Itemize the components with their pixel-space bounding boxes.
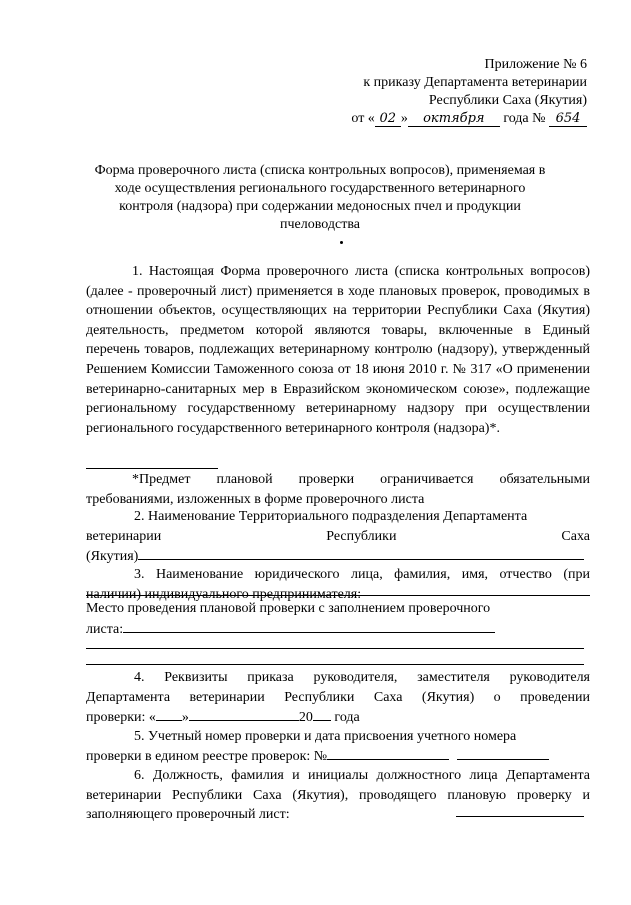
section-3: 3. Наименование юридического лица, фамилия, имя, отчество (при [134,567,590,582]
footnote: *Предмет плановой проверки ограничивается обязательными требованиями, изложенных в форме проверочного листа [86,472,590,507]
title-line-2: ходе осуществления регионального государственного ветеринарного [114,181,526,196]
place-label: Место проведения плановой проверки с заполнением проверочного [86,601,491,616]
order-year-field[interactable] [313,707,331,721]
order-century: 20 [298,710,313,725]
title-line-3: контроля (надзора) при содержании медоносных пчел и продукции [119,199,521,214]
section-1: 1. Настоящая Форма проверочного листа (списка контрольных вопросов) (далее - проверочный лист) применяется в ходе плановых проверок, проводимых в отношении объектов, осуществляющих на территории Республики Саха (Якутия) деятельность, предметом которой являются товары, включенные в Единый перечень товаров, подлежащих ветеринарному контролю (надзору), утвержденный Решением Комиссии Таможенного союза от 18 июня 2010 г. № 317 «О применении ветеринарно-санитарных мер в Евразийском экономическом союзе», подлежащие региональному государственному ветеринарному надзору при осуществлении регионального государственного ветеринарного контроля (надзора)*. [86,264,590,436]
date-prefix: от « [351,111,375,126]
territorial-unit-field[interactable] [138,546,584,560]
registry-number-field[interactable] [327,746,449,760]
inspector-field[interactable] [456,816,584,817]
title-line-1: Форма проверочного листа (списка контрольных вопросов), применяемая в [94,163,546,178]
place-field-line-2[interactable] [86,648,584,649]
order-day-field[interactable] [156,707,182,721]
section-2-line-2 [86,527,590,547]
word-veterinary: ветеринарии [86,529,162,544]
place-line-2 [86,619,590,640]
section-5-line-1: 5. Учетный номер проверки и дата присвоения учетного номера [134,729,517,744]
stray-dot [340,241,343,244]
section-6: 6. Должность, фамилия и инициалы должностного лица Департамента ветеринарии Республики Саха (Якутия), проводящего плановую проверку и заполняющего проверочный лист: [86,768,590,823]
annex-number: Приложение № 6 [484,57,587,72]
order-date-line [351,110,587,128]
order-date-prefix: проверки: « [86,710,156,725]
day-close-quote: » [400,111,408,126]
annex-header [351,56,587,128]
order-month-field[interactable] [189,707,299,721]
word-yakutia: (Якутия) [86,549,139,564]
section-4: 4. Реквизиты приказа руководителя, заместителя руководителя Департамента ветеринарии Республики Саха (Якутия) о проведении [86,670,590,705]
title-line-4: пчеловодства [280,217,360,232]
year-label: года № [503,111,546,126]
section-5-line-2 [86,746,590,767]
handwritten-month: октября [408,112,500,127]
handwritten-number: 654 [549,112,587,127]
section-2-line-3 [86,546,590,567]
order-reference: к приказу Департамента ветеринарии [363,75,587,90]
handwritten-day: 02 [375,112,401,127]
place-field[interactable] [123,619,495,633]
order-quote-close: » [181,710,189,725]
form-title [70,162,570,234]
registry-date-field[interactable] [457,746,549,760]
footnote-separator [86,468,218,469]
place-line-1 [86,599,590,619]
place-field-line-3[interactable] [86,664,584,665]
place-label-end: листа: [86,622,124,637]
word-sakha: Саха [561,529,590,544]
order-year-suffix: года [330,710,360,725]
legal-entity-field[interactable] [86,595,590,596]
word-republic: Республики [326,529,397,544]
registry-label: проверки в едином реестре проверок: № [86,749,328,764]
section-4-last-line [86,707,590,728]
section-2-line-1: 2. Наименование Территориального подразделения Департамента [134,509,528,524]
republic-name: Республики Саха (Якутия) [428,93,587,108]
